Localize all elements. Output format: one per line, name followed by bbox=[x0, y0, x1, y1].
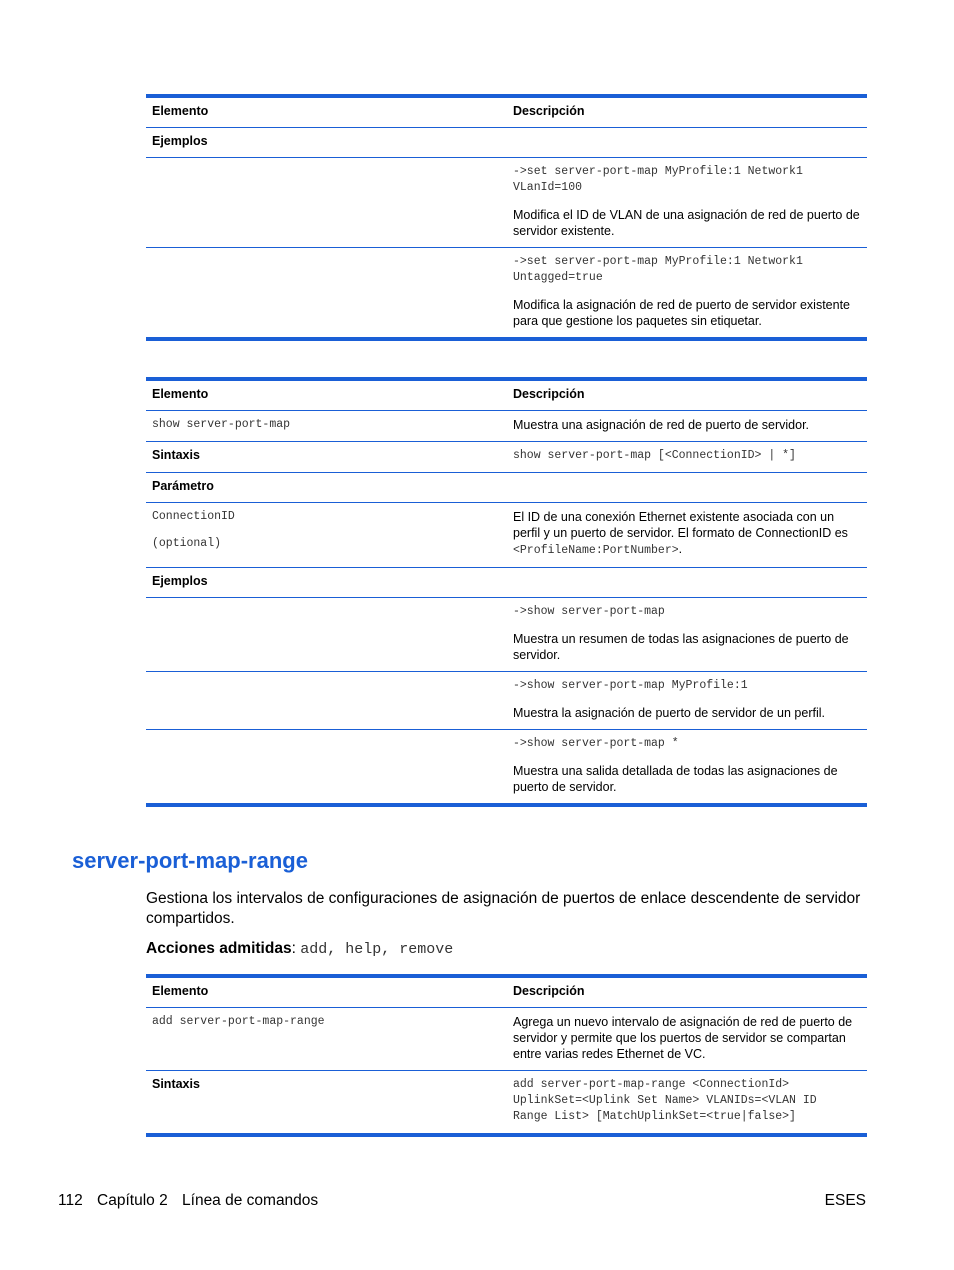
chapter-title: Línea de comandos bbox=[182, 1192, 319, 1209]
example-description: Modifica la asignación de red de puerto de servidor existente para que gestione los paquetes sin etiquetar. bbox=[513, 298, 851, 328]
table-row bbox=[146, 410, 867, 441]
sintaxis-label: Sintaxis bbox=[152, 1077, 200, 1091]
table-show-server-port-map bbox=[146, 377, 867, 807]
table-set-server-port-map-examples bbox=[146, 94, 867, 341]
param-format-suffix: . bbox=[678, 542, 683, 556]
param-description: El ID de una conexión Ethernet existente asociada con un perfil y un puerto de servidor. El formato de ConnectionID es bbox=[513, 510, 848, 540]
actions-label: Acciones admitidas bbox=[146, 940, 292, 957]
param-name: ConnectionID bbox=[152, 510, 235, 523]
column-header-descripcion: Descripción bbox=[513, 387, 585, 401]
column-header-descripcion: Descripción bbox=[513, 984, 585, 998]
actions-values: add, help, remove bbox=[300, 941, 454, 958]
chapter-label: Capítulo 2 bbox=[97, 1192, 168, 1209]
ejemplos-label: Ejemplos bbox=[152, 134, 208, 148]
ejemplos-label: Ejemplos bbox=[152, 574, 208, 588]
column-header-elemento: Elemento bbox=[152, 984, 209, 998]
example-code: ->set server-port-map MyProfile:1 Network1 VLanId=100 bbox=[513, 165, 803, 194]
table-add-server-port-map-range bbox=[146, 974, 867, 1137]
example-code: ->show server-port-map * bbox=[513, 737, 679, 750]
example-description: Muestra un resumen de todas las asignaciones de puerto de servidor. bbox=[513, 632, 849, 662]
column-header-descripcion: Descripción bbox=[513, 104, 585, 118]
command-description: Agrega un nuevo intervalo de asignación de red de puerto de servidor y permite que los puertos de servidor se compartan entre varias redes Ethernet de VC. bbox=[513, 1015, 853, 1061]
table-header-row bbox=[146, 381, 867, 410]
table-row bbox=[146, 441, 867, 472]
table-row bbox=[146, 157, 867, 247]
example-code: ->set server-port-map MyProfile:1 Network1 Untagged=true bbox=[513, 255, 803, 284]
table-row bbox=[146, 1007, 867, 1070]
column-header-elemento: Elemento bbox=[152, 387, 209, 401]
example-code: ->show server-port-map MyProfile:1 bbox=[513, 679, 748, 692]
table-row bbox=[146, 671, 867, 729]
table-row bbox=[146, 127, 867, 157]
table-header-row bbox=[146, 98, 867, 127]
column-header-elemento: Elemento bbox=[152, 104, 209, 118]
command-name: add server-port-map-range bbox=[152, 1015, 325, 1028]
table-row bbox=[146, 472, 867, 502]
sintaxis-value: add server-port-map-range <ConnectionId> UplinkSet=<Uplink Set Name> VLANIDs=<VLAN ID Range List> [MatchUplinkSet=<true|false>] bbox=[513, 1078, 817, 1123]
example-code: ->show server-port-map bbox=[513, 605, 665, 618]
table-row bbox=[146, 597, 867, 671]
supported-actions bbox=[146, 940, 453, 958]
table-row bbox=[146, 567, 867, 597]
table-header-row bbox=[146, 978, 867, 1007]
language-code: ESES bbox=[824, 1192, 866, 1209]
example-description: Muestra una salida detallada de todas las asignaciones de puerto de servidor. bbox=[513, 764, 838, 794]
param-format: <ProfileName:PortNumber> bbox=[513, 544, 679, 557]
example-description: Muestra la asignación de puerto de servidor de un perfil. bbox=[513, 706, 825, 720]
table-row bbox=[146, 1070, 867, 1133]
param-optional: (optional) bbox=[152, 537, 222, 550]
page-footer-left bbox=[58, 1192, 328, 1210]
sintaxis-value: show server-port-map [<ConnectionID> | *] bbox=[513, 449, 796, 462]
table-row bbox=[146, 729, 867, 803]
actions-separator: : bbox=[291, 940, 301, 957]
table-row bbox=[146, 247, 867, 337]
parametro-label: Parámetro bbox=[152, 479, 214, 493]
table-row bbox=[146, 502, 867, 567]
command-name: show server-port-map bbox=[152, 418, 291, 431]
example-description: Modifica el ID de VLAN de una asignación de red de puerto de servidor existente. bbox=[513, 208, 860, 238]
section-intro: Gestiona los intervalos de configuraciones de asignación de puertos de enlace descendente de servidor compartidos. bbox=[146, 890, 861, 927]
page-number: 112 bbox=[58, 1192, 83, 1209]
sintaxis-label: Sintaxis bbox=[152, 448, 200, 462]
section-title: server-port-map-range bbox=[72, 848, 308, 873]
command-description: Muestra una asignación de red de puerto de servidor. bbox=[513, 418, 810, 432]
